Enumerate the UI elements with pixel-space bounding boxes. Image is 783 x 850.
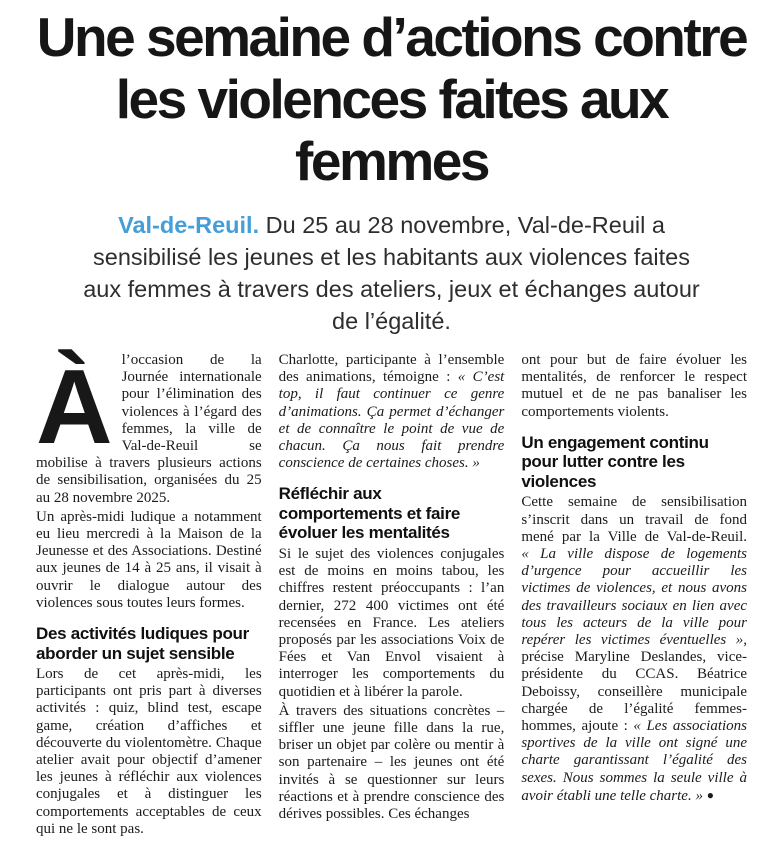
paragraph: ont pour but de faire évoluer les mentalités, de renforcer le respect mutuel et de ne pas banaliser les comportements violents. (521, 352, 748, 420)
paragraph (521, 494, 747, 805)
section-subhead: Réfléchir aux comportements et faire évoluer les mentalités (278, 484, 461, 543)
paragraph: Un après-midi ludique a notamment eu lieu mercredi à la Maison de la Jeunesse et des Associations. Destiné aux jeunes de 14 à 25 ans, il visait à ouvrir le dialogue autour des violences sous toutes leurs formes. (36, 508, 262, 611)
paragraph: Si le sujet des violences conjugales est de moins en moins tabou, les chiffres restent préoccupants : l’an dernier, 272 400 victimes ont été recensées en France. Les ateliers proposés par les associations Voix de Fées et Van Envol visaient à interroger les comportements du quotidien et à libérer la parole. (278, 545, 505, 700)
section-subhead: Un engagement continu pour lutter contre les violences (521, 432, 709, 491)
article-headline: Une semaine d’actions contre les violences faites aux femmes (36, 6, 747, 192)
paragraph-text: , précise Maryline Deslandes, vice-présidente du CCAS. Béatrice Deboissy, conseillère municipale chargée de l’égalité femmes-hommes, ajoute : (521, 631, 748, 734)
standfirst (76, 209, 708, 337)
column-1 (36, 348, 262, 840)
paragraph-text: Charlotte, participante à l’ensemble des animations, témoigne : (278, 352, 505, 386)
section-subhead: Des activités ludiques pour aborder un sujet sensible (36, 624, 249, 663)
drop-cap-letter: À (36, 348, 113, 466)
location-label: Val-de-Reuil. (118, 212, 260, 238)
paragraph-text: Cette semaine de sensibilisation s’inscrit dans un travail de fond mené par la Ville de Val-de-Reuil. (521, 494, 748, 545)
quote-text: « C’est top, il faut continuer ce genre d’animations. Ça permet d’échanger et de connaître le point de vue de chacun. Ça nous fait prendre conscience de certaines choses. » (278, 369, 505, 472)
paragraph (36, 348, 262, 507)
column-2 (279, 352, 505, 840)
article-end-mark: ● (706, 787, 714, 802)
standfirst-text: Du 25 au 28 novembre, Val-de-Reuil a sensibilisé les jeunes et les habitants aux violences faites aux femmes à travers des ateliers, jeux et échanges autour de l’égalité. (83, 212, 700, 334)
paragraph (279, 352, 505, 472)
quote-text: « Les associations sportives de la ville ont signé une charte garantissant l’égalité des sexes. Nous sommes la seule ville à avoir établi une telle charte. » (521, 717, 748, 804)
paragraph: À travers des situations concrètes – siffler une jeune fille dans la rue, briser un objet par colère ou mentir à son partenaire – les jeunes ont été invités à se questionner sur leurs réactions et à prendre conscience des dérives possibles. Ces échanges (278, 702, 505, 822)
article-body (0, 348, 783, 840)
column-3 (521, 352, 747, 840)
paragraph-text: l’occasion de la Journée internationale pour l’élimination des violences à l’égard des femmes, la ville de Val-de-Reuil se mobilise à travers plusieurs actions de sensibilisation, organisées du 25 au 28 novembre 2025. (36, 352, 262, 506)
quote-text: « La ville dispose de logements d’urgence pour accueillir les victimes de violences, et nous avons des travailleurs sociaux en lien avec tous les acteurs de la ville pour repérer les victimes éventuelles » (521, 545, 748, 648)
paragraph: Lors de cet après-midi, les participants ont pris part à diverses activités : quiz, blind test, escape game, création d’affiches et découverte du violentomètre. Chaque atelier avait pour objectif d’amener les jeunes à réfléchir aux violences conjugales et à distinguer les comportements acceptables de ceux qui ne le sont pas. (36, 666, 262, 837)
